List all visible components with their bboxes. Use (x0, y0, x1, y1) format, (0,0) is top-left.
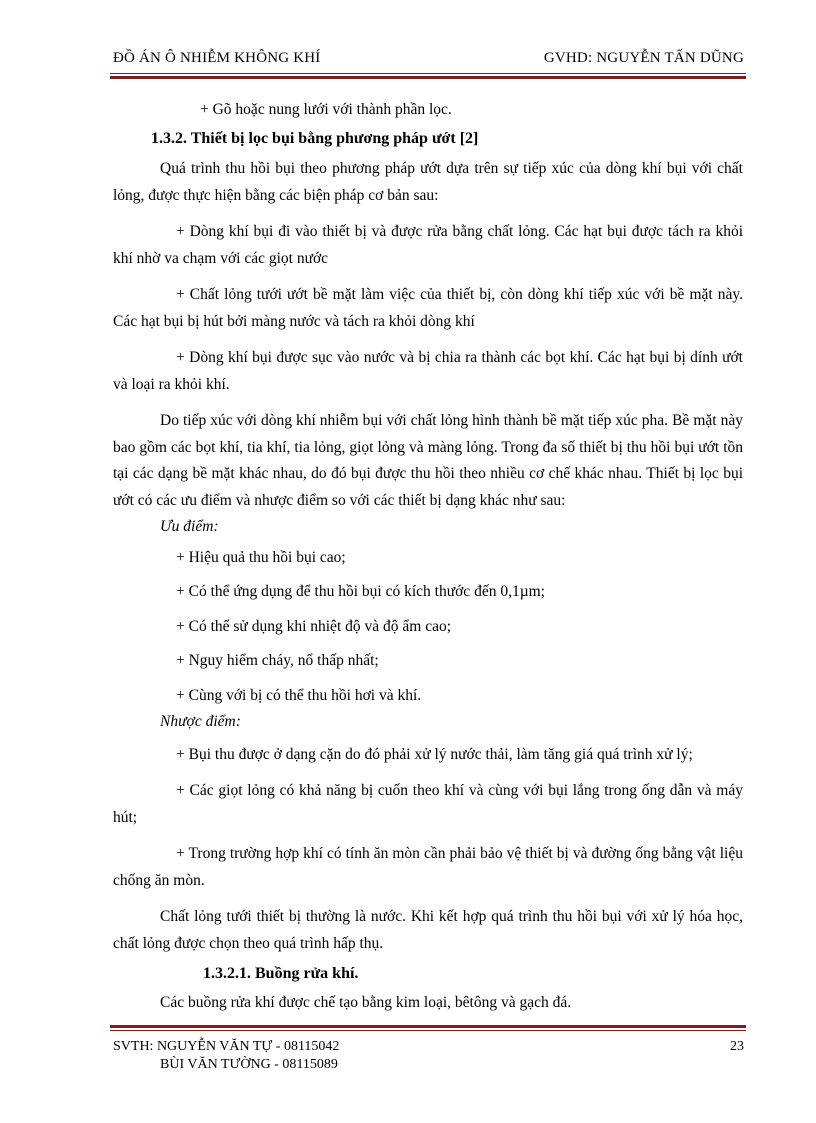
page-number: 23 (730, 1039, 744, 1054)
bullet-item: + Chất lỏng tưới ướt bề mặt làm việc của thiết bị, còn dòng khí tiếp xúc với bề mặt này. Các hạt bụi bị hút bởi màng nước và tách ra khỏi dòng khí (113, 286, 743, 330)
subsection-heading: 1.3.2.1. Buồng rửa khí. (203, 965, 359, 982)
list-item: + Bụi thu được ở dạng cặn do đó phải xử lý nước thải, làm tăng giá quá trình xử lý; (176, 745, 693, 763)
paragraph-line-first: + Gõ hoặc nung lưới với thành phần lọc. (200, 101, 452, 118)
paragraph-chambers: Các buồng rửa khí được chế tạo bằng kim loại, bêtông và gạch đá. (160, 993, 572, 1011)
list-item: + Trong trường hợp khí có tính ăn mòn cần phải bảo vệ thiết bị và đường ống bằng vật liệu chống ăn mòn. (113, 845, 743, 889)
list-item: + Hiệu quả thu hồi bụi cao; (176, 548, 346, 566)
bullet-item: + Dòng khí bụi được sục vào nước và bị chia ra thành các bọt khí. Các hạt bụi bị dính ướt và loại ra khỏi khí. (113, 349, 743, 393)
footer-student-1: SVTH: NGUYỄN VĂN TỰ - 08115042 (113, 1039, 340, 1054)
paragraph-liquid: Chất lỏng tưới thiết bị thường là nước. Khi kết hợp quá trình thu hồi bụi với xử lý hóa học, chất lỏng được chọn theo quá trình hấp thụ. (113, 908, 743, 952)
list-item: + Nguy hiểm cháy, nổ thấp nhất; (176, 652, 379, 669)
header-advisor: GVHD: NGUYỄN TẤN DŨNG (543, 50, 744, 66)
list-item: + Có thể sử dụng khi nhiệt độ và độ ẩm cao; (176, 617, 452, 635)
disadvantages-label: Nhược điểm: (160, 713, 241, 730)
paragraph-contact: Do tiếp xúc với dòng khí nhiễm bụi với chất lỏng hình thành bề mặt tiếp xúc pha. Bề mặt này bao gồm các bọt khí, tia khí, tia lỏng, giọt lỏng và màng lỏng. Trong đa số thiết bị thu hồi bụi ướt tồn tại các dạng bề mặt khác nhau, do đó bụi được thu hồi theo nhiều cơ chế khác nhau. Thiết bị lọc bụi ướt có các ưu điểm và nhược điểm so với các thiết bị dạng khác như sau: (113, 412, 743, 509)
page-header (113, 50, 744, 70)
list-item: + Cùng với bị có thể thu hồi hơi và khí. (176, 686, 422, 704)
bullet-item: + Dòng khí bụi đi vào thiết bị và được rửa bằng chất lỏng. Các hạt bụi được tách ra khỏi khí nhờ va chạm với các giọt nước (113, 223, 743, 267)
list-item: + Các giọt lỏng có khả năng bị cuốn theo khí và cùng với bụi lắng trong ống dẫn và máy hút; (113, 782, 743, 826)
footer-rule (110, 1025, 746, 1031)
paragraph-intro: Quá trình thu hồi bụi theo phương pháp ướt dựa trên sự tiếp xúc của dòng khí bụi với chất lỏng, được thực hiện bằng các biện pháp cơ bản sau: (113, 160, 743, 204)
header-title: ĐỒ ÁN Ô NHIỄM KHÔNG KHÍ (113, 50, 321, 66)
document-body (113, 97, 743, 1016)
footer-student-2: BÙI VĂN TƯỜNG - 08115089 (160, 1057, 338, 1072)
advantages-list (113, 545, 743, 710)
page-footer (113, 1038, 744, 1074)
section-heading: 1.3.2. Thiết bị lọc bụi bằng phương pháp ướt [2] (151, 129, 479, 147)
list-item: + Có thể ứng dụng để thu hồi bụi có kích thước đến 0,1µm; (176, 583, 545, 600)
disadvantages-list (113, 742, 743, 895)
header-rule (110, 73, 746, 79)
advantages-label: Ưu điểm: (160, 518, 219, 535)
